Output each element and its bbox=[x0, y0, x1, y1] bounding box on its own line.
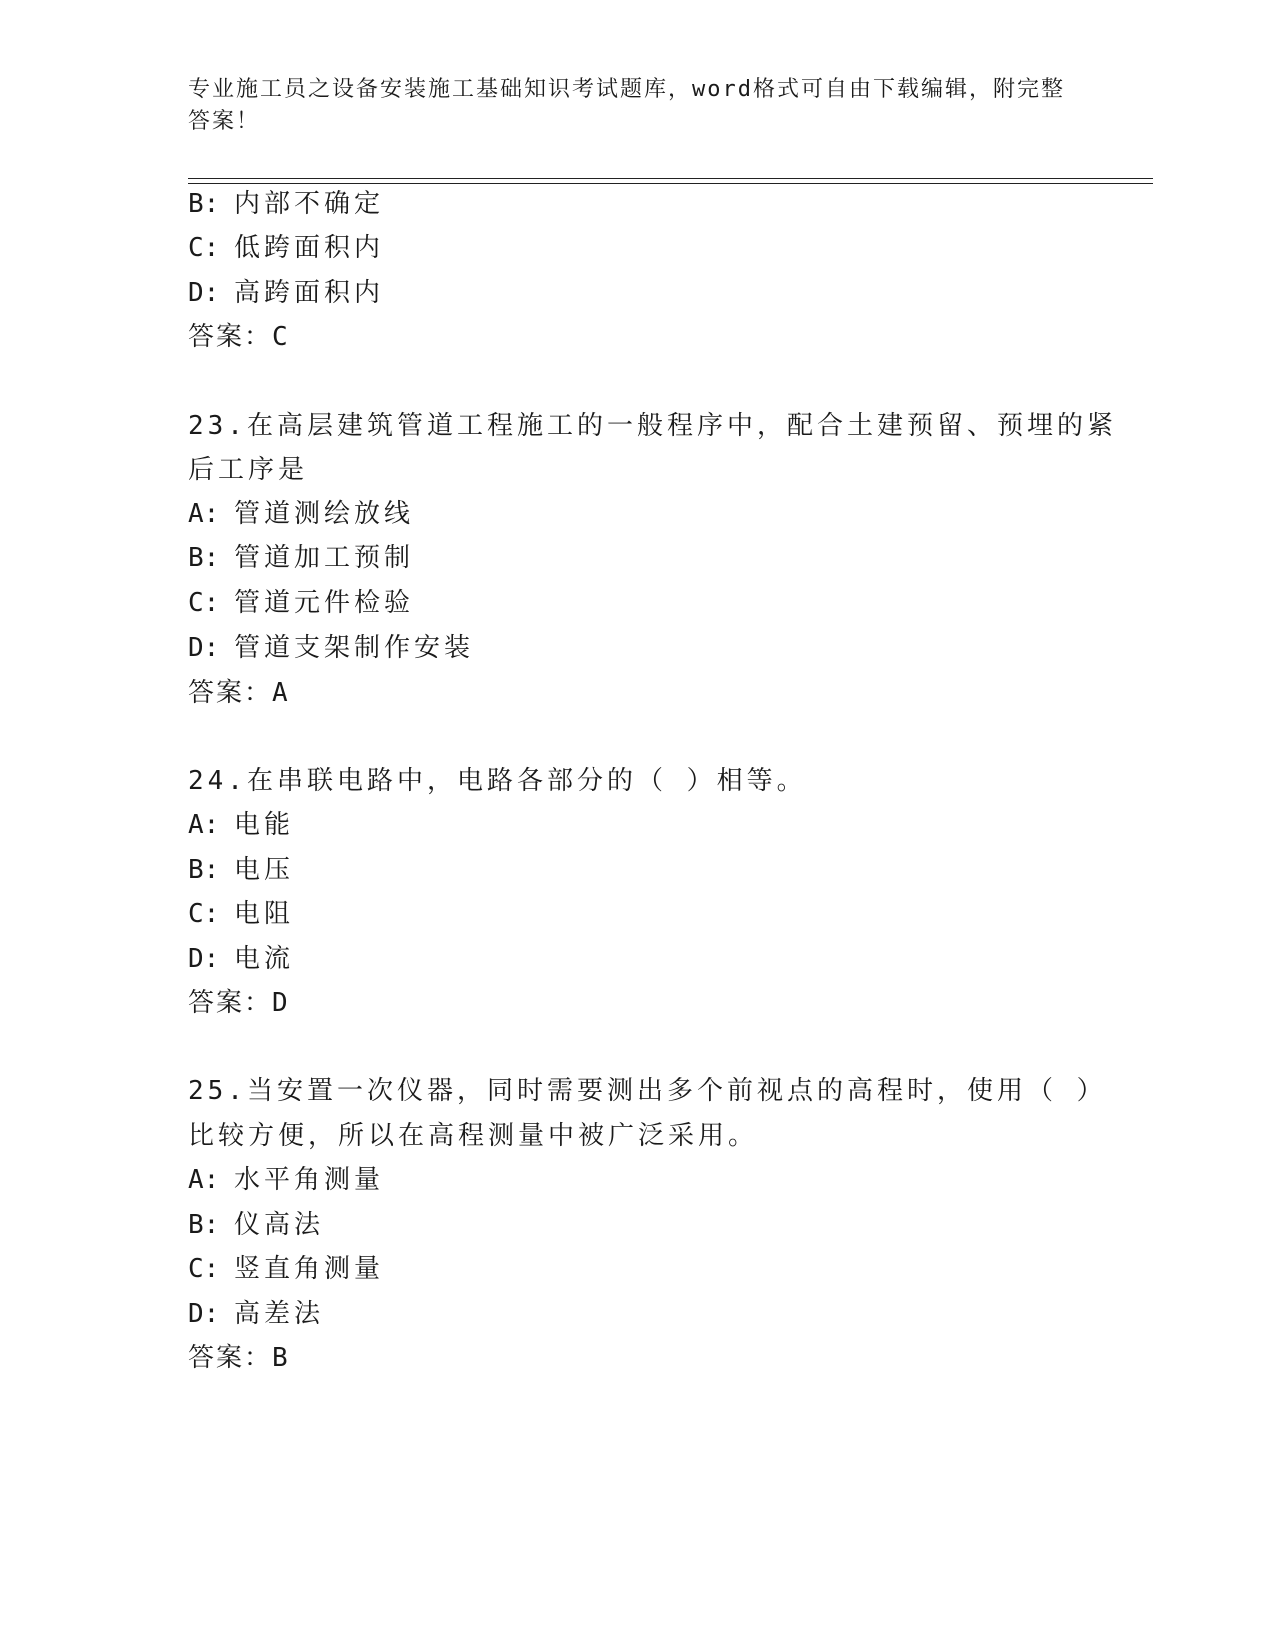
question-stem: 24.在串联电路中，电路各部分的（ ）相等。 bbox=[188, 766, 807, 796]
option-row bbox=[188, 942, 294, 976]
option-row bbox=[188, 1163, 384, 1197]
option-key: C: bbox=[188, 233, 220, 263]
question-stem-continued: 后工序是 bbox=[188, 455, 309, 485]
option-key: B: bbox=[188, 1210, 220, 1240]
option-row bbox=[188, 897, 294, 931]
option-text: 竖直角测量 bbox=[234, 1254, 385, 1284]
option-row bbox=[188, 231, 384, 265]
answer-line: 答案：B bbox=[188, 1343, 290, 1373]
option-text: 电压 bbox=[234, 855, 295, 885]
option-key: C: bbox=[188, 899, 220, 929]
document-header: 专业施工员之设备安装施工基础知识考试题库，word格式可自由下载编辑，附完整答案！ bbox=[188, 77, 1065, 134]
option-key: B: bbox=[188, 189, 220, 219]
option-row bbox=[188, 631, 474, 665]
option-key: D: bbox=[188, 944, 220, 974]
option-text: 管道加工预制 bbox=[234, 543, 415, 573]
option-text: 水平角测量 bbox=[234, 1165, 385, 1195]
answer-line: 答案：D bbox=[188, 988, 290, 1018]
option-row bbox=[188, 541, 414, 575]
option-text: 高跨面积内 bbox=[234, 278, 385, 308]
option-row bbox=[188, 1208, 324, 1242]
option-key: C: bbox=[188, 588, 220, 618]
option-key: C: bbox=[188, 1254, 220, 1284]
option-key: D: bbox=[188, 278, 220, 308]
header-divider-top bbox=[188, 178, 1153, 179]
question-stem: 23.在高层建筑管道工程施工的一般程序中，配合土建预留、预埋的紧 bbox=[188, 411, 1117, 441]
option-key: B: bbox=[188, 855, 220, 885]
question-stem: 25.当安置一次仪器，同时需要测出多个前视点的高程时，使用（ ） bbox=[188, 1076, 1107, 1106]
option-text: 管道支架制作安装 bbox=[234, 633, 475, 663]
option-key: A: bbox=[188, 1165, 220, 1195]
option-row bbox=[188, 808, 294, 842]
option-row bbox=[188, 853, 294, 887]
option-text: 内部不确定 bbox=[234, 189, 385, 219]
option-key: A: bbox=[188, 810, 220, 840]
option-row bbox=[188, 1252, 384, 1286]
option-row bbox=[188, 1297, 324, 1331]
option-text: 电流 bbox=[234, 944, 295, 974]
header-divider-bottom bbox=[188, 183, 1153, 184]
option-row bbox=[188, 497, 414, 531]
answer-line: 答案：A bbox=[188, 678, 290, 708]
option-text: 电阻 bbox=[234, 899, 295, 929]
option-row bbox=[188, 276, 384, 310]
option-text: 低跨面积内 bbox=[234, 233, 385, 263]
answer-line: 答案：C bbox=[188, 322, 290, 352]
option-key: A: bbox=[188, 499, 220, 529]
option-row bbox=[188, 187, 384, 221]
option-text: 电能 bbox=[234, 810, 295, 840]
question-stem-continued: 比较方便，所以在高程测量中被广泛采用。 bbox=[188, 1121, 759, 1151]
option-text: 管道元件检验 bbox=[234, 588, 415, 618]
option-key: D: bbox=[188, 1299, 220, 1329]
option-text: 仪高法 bbox=[234, 1210, 325, 1240]
option-text: 管道测绘放线 bbox=[234, 499, 415, 529]
option-row bbox=[188, 586, 414, 620]
option-key: B: bbox=[188, 543, 220, 573]
option-text: 高差法 bbox=[234, 1299, 325, 1329]
option-key: D: bbox=[188, 633, 220, 663]
